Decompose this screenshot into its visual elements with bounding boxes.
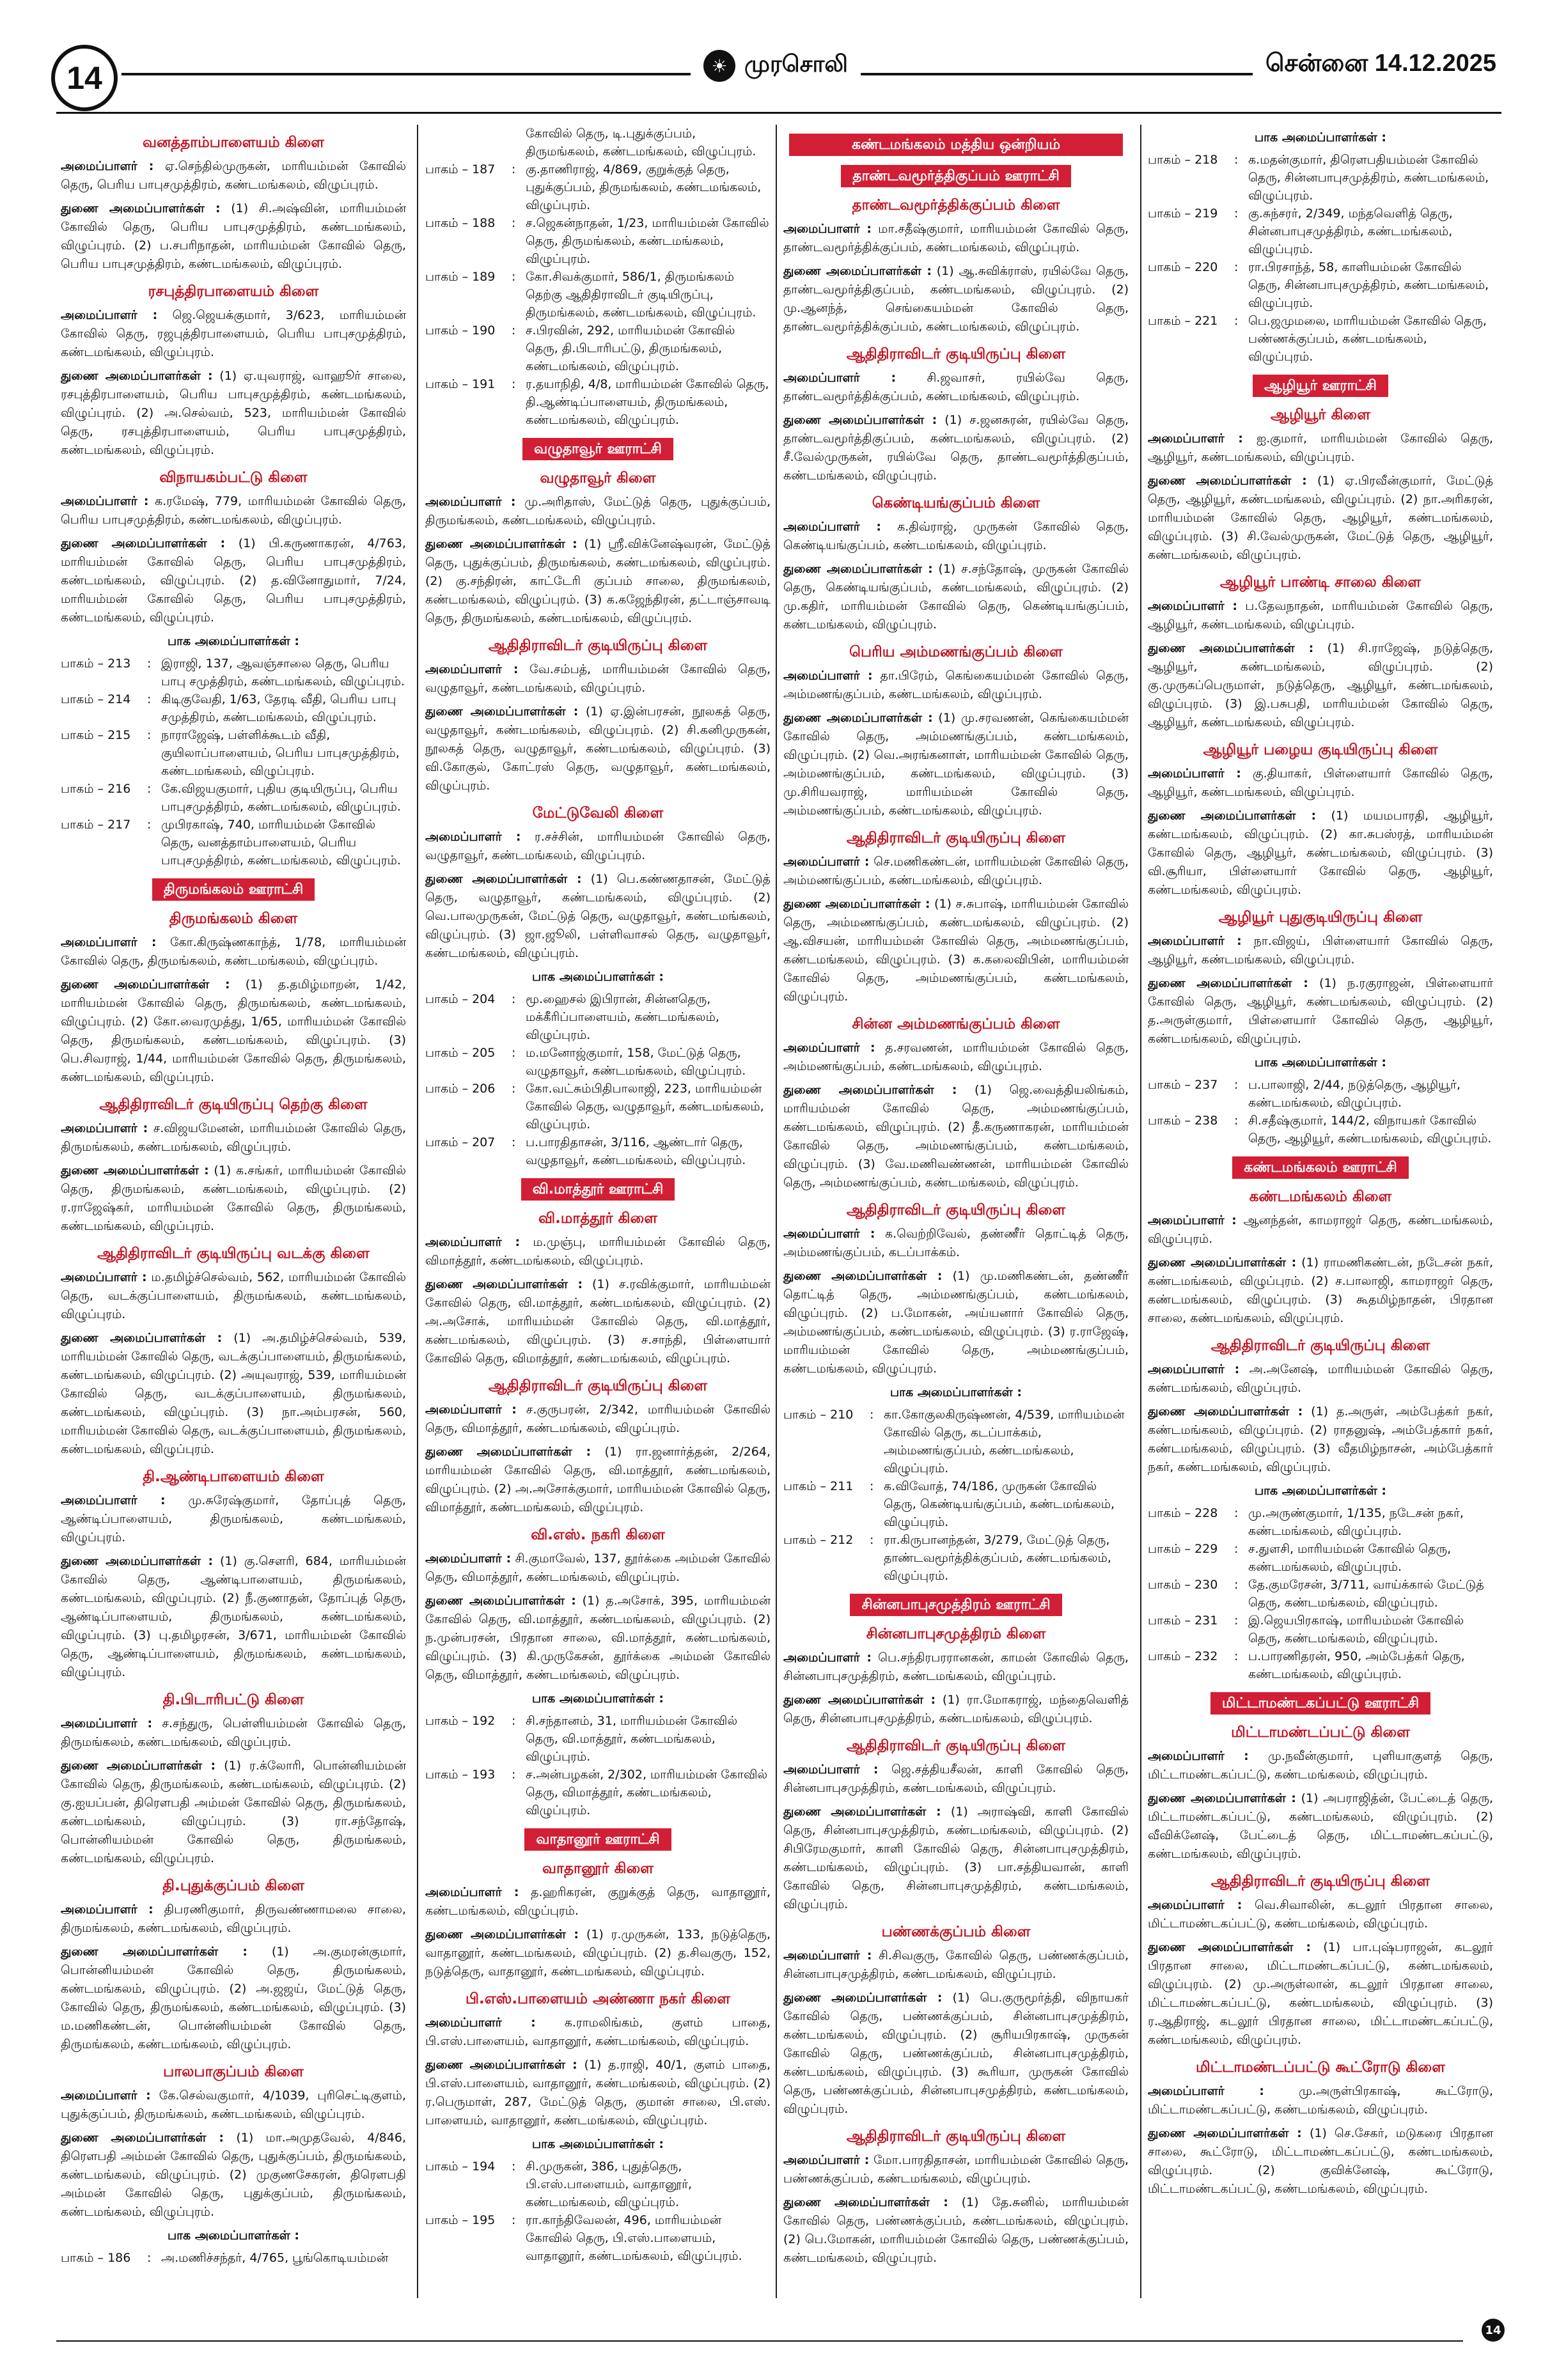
booth-table xyxy=(425,2158,771,2265)
page-number-badge: 14 xyxy=(51,45,118,111)
booth-table xyxy=(61,655,406,869)
booth-row: பாகம் – 237 : ப.பாலாஜி, 2/44, நடுத்தெரு, ஆழியூர், கண்டமங்கலம், விழுப்புரம். xyxy=(1148,1078,1461,1110)
booth-row: பாகம் – 214 : கிடிகுவேதி, 1/63, தேரடி வீதி, பெரிய பாபு சமுத்திரம், கண்டமங்கலம், விழுப்புரம். xyxy=(61,692,396,724)
organizer-entry: அமைப்பாளர் : கு.தியாகர், பிள்ளையார் கோவில் தெரு, ஆழியூர், கண்டமங்கலம், விழுப்புரம். xyxy=(1148,766,1493,799)
branch-title: வழுதாவூர் கிளை xyxy=(540,470,656,486)
booth-row: பாகம் – 186 : அ.மணிச்சந்தர், 4/765, பூங்கொடியம்மன் xyxy=(61,2251,389,2265)
booth-organizers-heading: பாக அமைப்பாளர்கள் : xyxy=(167,634,299,648)
deputy-organizers-entry: துணை அமைப்பாளர்கள் : (1) ஏ.யுவராஜ், வாஹூர் சாலை, ரசபுத்திரபாளையம், பெரிய பாபுசமுத்திரம், கண்டமங்கலம், விழுப்புரம். (2) அ.செல்வம், 523, மாரியம்மன் கோவில் தெரு, ரசபுத்திரபாளையம், பெரிய பாபுசமுத்திரம், கண்டமங்கலம், விழுப்புரம். xyxy=(61,369,406,457)
booth-table xyxy=(1148,1076,1493,1147)
organizer-entry: அமைப்பாளர் : ஜெ.ஜெயக்குமார், 3/623, மாரியம்மன் கோவில் தெரு, ரஜபுத்திரபாளையம், பெரிய பாபுசமுத்திரம், கண்டமங்கலம், விழுப்புரம். xyxy=(61,308,406,359)
booth-row: பாகம் – 210 : கா.கோகுலகிருஷ்ணன், 4/539, மாரியம்மன் கோவில் தெரு, கடப்பாக்கம், அம்மணங்குப்பம், கண்டமங்கலம், விழுப்புரம். xyxy=(783,1408,1125,1475)
deputy-organizers-entry: துணை அமைப்பாளர்கள் : (1) பெ.கண்ணதாசன், மேட்டுத் தெரு, வழுதாவூர், கண்டமங்கலம், விழுப்புரம். (2) வெ.பாலமுருகன், மேட்டுத் தெரு, வழுதாவூர், கண்டமங்கலம், விழுப்புரம். (3) ஜா.ஜூலி, பள்ளிவாசல் தெரு, வழுதாவூர், கண்டமங்கலம், விழுப்புரம். xyxy=(425,872,771,960)
panchayat-banner: மிட்டாமண்டகப்பட்டு ஊராட்சி xyxy=(1210,1692,1430,1715)
footer-page-number: 14 xyxy=(1482,2319,1505,2342)
booth-table xyxy=(425,1712,771,1819)
booth-table xyxy=(61,2249,406,2267)
booth-organizers-heading: பாக அமைப்பாளர்கள் : xyxy=(1254,1484,1386,1498)
organizer-entry: அமைப்பாளர் : க.வெற்றிவேல், தண்ணீர் தொட்டித் தெரு, அம்மணங்குப்பம், கடப்பாக்கம். xyxy=(783,1227,1129,1259)
booth-row: பாகம் – 220 : ரா.பிரசாந்த், 58, காளியம்மன் கோவில் தெரு, சின்னபாபுசமுத்திரம், கண்டமங்கலம், விழுப்புரம். xyxy=(1148,260,1489,310)
booth-row: பாகம் – 188 : ச.ஜெகன்நாதன், 1/23, மாரியம்மன் கோவில் தெரு, திருமங்கலம், கண்டமங்கலம், விழுப்புரம். xyxy=(425,216,769,266)
organizer-entry: அமைப்பாளர் : மு.அரிதாஸ், மேட்டுத் தெரு, புதுக்குப்பம், திருமங்கலம், கண்டமங்கலம், விழுப்புரம். xyxy=(425,495,771,527)
branch-title: மிட்டாமண்டப்பட்டு கிளை xyxy=(1231,1724,1410,1741)
deputy-organizers-entry: துணை அமைப்பாளர்கள் : (1) பெ.குருமூர்த்தி, விநாயகர் கோவில் தெரு, பண்ணக்குப்பம், சின்னபாபுசமுத்திரம், கண்டமங்கலம், விழுப்புரம். (2) சூரியபிரகாஷ், முருகன் கோவில் தெரு, பண்ணக்குப்பம், சின்னபாபுசமுத்திரம், கண்டமங்கலம், விழுப்புரம். (3) கூரியா, முருகன் கோவில் தெரு, பண்ணக்குப்பம், சின்னபாபுசமுத்திரம், கண்டமங்கலம், விழுப்புரம். xyxy=(783,1991,1129,2116)
booth-row: பாகம் – 229 : ச.துளசி, மாரியம்மன் கோவில் தெரு, கண்டமங்கலம், விழுப்புரம். xyxy=(1148,1542,1452,1574)
deputy-organizers-entry: துணை அமைப்பாளர்கள் : (1) ரா.ஜனார்த்தன், 2/264, மாரியம்மன் கோவில் தெரு, வி.மாத்தூர், கண்டமங்கலம், விழுப்புரம். (2) அ.அசோக்குமார், மாரியம்மன் கோவில் தெரு, விமாத்தூர், கண்டமங்கலம், விழுப்புரம். xyxy=(425,1445,771,1514)
organizer-entry: அமைப்பாளர் : மா.சதீஷ்குமார், மாரியம்மன் கோவில் தெரு, தாண்டவமூர்த்திக்குப்பம், கண்டமங்கலம், விழுப்புரம். xyxy=(783,222,1129,254)
deputy-organizers-entry: துணை அமைப்பாளர்கள் : (1) ச.ஜனசுரன், ரயில்வே தெரு, தாண்டவமூர்த்திகுப்பம், கண்டமங்கலம், விழுப்புரம். (2) சீ.வேல்முருகன், ரயில்வே தெரு, தாண்டவமூர்த்திகுப்பம், கண்டமங்கலம், விழுப்புரம். xyxy=(783,413,1129,483)
branch-title: பெரிய அம்மணங்குப்பம் கிளை xyxy=(849,644,1063,660)
branch-title: ஆதிதிராவிடர் குடியிருப்பு கிளை xyxy=(846,2128,1066,2145)
booth-organizers-heading: பாக அமைப்பாளர்கள் : xyxy=(1254,1055,1386,1069)
booth-row: பாகம் – 231 : இ.ஜெயபிரகாஷ், மாரியம்மன் கோவில் தெரு, கண்டமங்கலம், விழுப்புரம். xyxy=(1148,1614,1464,1645)
branch-title: தி.பிடாரிபட்டு கிளை xyxy=(162,1692,304,1708)
organizer-entry: அமைப்பாளர் : ப.தேவநாதன், மாரியம்மன் கோவில் தெரு, ஆழியூர், கண்டமங்கலம், விழுப்புரம். xyxy=(1148,599,1493,632)
deputy-organizers-entry: துணை அமைப்பாளர்கள் : (1) அ.குமரன்குமார், பொன்னியம்மன் கோவில் தெரு, திருமங்கலம், கண்டமங்கலம், விழுப்புரம். (2) அ.ஜஜய், மேட்டுத் தெரு, கோவில் தெரு, திருமங்கலம், கண்டமங்கலம், விழுப்புரம். (3) ம.மணிகண்டன், பொன்னியம்மன் கோவில் தெரு, திருமங்கலம், கண்டமங்கலம், விழுப்புரம். xyxy=(61,1945,406,2051)
branch-title: ஆதிதிராவிடர் குடியிருப்பு வடக்கு கிளை xyxy=(97,1245,370,1262)
booth-table xyxy=(425,125,771,429)
booth-row: பாகம் – 212 : ரா.கிருபானந்தன், 3/279, மேட்டுத் தெரு, தாண்டவமூர்த்திக்குப்பம், கண்டமங்கலம், விழுப்புரம். xyxy=(783,1533,1111,1583)
union-banner: கண்டமங்கலம் மத்திய ஒன்றியம் xyxy=(789,134,1123,156)
booth-organizers-heading: பாக அமைப்பாளர்கள் : xyxy=(531,970,664,984)
deputy-organizers-entry: துணை அமைப்பாளர்கள் : (1) மா.அமுதவேல், 4/846, திரௌபதி அம்மன் கோவில் தெரு, புதுக்குப்பம், திருமங்கலம், கண்டமங்கலம், விழுப்புரம். (2) முகுணசேகரன், திரௌபதி அம்மன் கோவில் தெரு, புதுக்குப்பம், திருமங்கலம், கண்டமங்கலம், விழுப்புரம். xyxy=(61,2131,406,2219)
deputy-organizers-entry: துணை அமைப்பாளர்கள் : (1) த.அசோக், 395, மாரியம்மன் கோவில் தெரு, வி.மாத்தூர், கண்டமங்கலம், விழுப்புரம். (2) ந.முன்பரசன், பிரதான சாலை, வி.மாத்தூர், கண்டமங்கலம், விழுப்புரம். (3) கி.முருகேசன், தூர்க்கை அம்மன் கோவில் தெரு, விமாத்தூர், கண்டமங்கலம், விழுப்புரம். xyxy=(425,1594,771,1682)
deputy-organizers-entry: துணை அமைப்பாளர்கள் : (1) மு.சரவணன், கெங்கையம்மன் கோவில் தெரு, அம்மணங்குப்பம், கண்டமங்கலம், விழுப்புரம். (2) வெ.அரங்கனாள், மாரியம்மன் கோவில் தெரு, அம்மணங்குப்பம், கண்டமங்கலம், விழுப்புரம். (3) மு.சிரியவராஜ், மாரியம்மன் கோவில் தெரு, அம்மணங்குப்பம், கண்டமங்கலம், விழுப்புரம். xyxy=(783,711,1129,818)
organizer-entry: அமைப்பாளர் : ச.குருபரன், 2/342, மாரியம்மன் கோவில் தெரு, விமாத்தூர், கண்டமங்கலம், விழுப்புரம். xyxy=(425,1403,771,1435)
booth-row: பாகம் – 206 : கோ.வட்சும்பிதிபாலாஜி, 223, மாரியம்மன் கோவில் தெரு, வழுதாவூர், கண்டமங்கலம், விழுப்புரம். xyxy=(425,1082,764,1132)
panchayat-banner: வி.மாத்தூர் ஊராட்சி xyxy=(521,1178,675,1201)
deputy-organizers-entry: துணை அமைப்பாளர்கள் : (1) ஏ.இன்பரசன், நூலகத் தெரு, வழுதாவூர், கண்டமங்கலம், விழுப்புரம். (2) சி.கனிமுருகன், நூலகத் தெரு, வழுதாவூர், கண்டமங்கலம், விழுப்புரம். (3) வி.கோகுல், கோட்ரஸ் தெரு, வழுதாவூர், கண்டமங்கலம், விழுப்புரம். xyxy=(425,704,771,793)
deputy-organizers-entry: துணை அமைப்பாளர்கள் : (1) த.ராஜி, 40/1, குளம் பாதை, பி.எஸ்.பாளையம், வாதானூர், கண்டமங்கலம், விழுப்புரம். (2) ர.பெருமாள், 287, மேட்டுத் தெரு, குமான் சாலை, பி.எஸ். பாளையம், வாதானூர், கண்டமங்கலம், விழுப்புரம். xyxy=(425,2058,771,2127)
booth-row: பாகம் – 216 : கே.விஜயகுமார், புதிய குடியிருப்பு, பெரிய பாபுசமுத்திரம், கண்டமங்கலம், விழுப்புரம். xyxy=(61,782,401,814)
deputy-organizers-entry: துணை அமைப்பாளர்கள் : (1) தே.சுனில், மாரியம்மன் கோவில் தெரு, பண்ணக்குப்பம், கண்டமங்கலம், விழுப்புரம். (2) பெ.மோகன், மாரியம்மன் கோவில் தெரு, பண்ணக்குப்பம், கண்டமங்கலம், விழுப்புரம். xyxy=(783,2195,1129,2265)
column-divider xyxy=(776,125,777,2298)
organizer-entry: அமைப்பாளர் : பெ.சந்திரபரரானகன், காமன் கோவில் தெரு, சின்னபாபுசமுத்திரம், கண்டமங்கலம், விழுப்புரம். xyxy=(783,1651,1129,1683)
panchayat-banner: திருமங்கலம் ஊராட்சி xyxy=(152,878,315,901)
deputy-organizers-entry: துணை அமைப்பாளர்கள் : (1) ஏ.பிரவீன்குமார், மேட்டுத் தெரு, ஆழியூர், கண்டமங்கலம், விழுப்புரம். (2) நா.அரிகரன், மாரியம்மன் கோவில் தெரு, ஆழியூர், கண்டமங்கலம், விழுப்புரம். (3) சி.வேல்முருகன், மேட்டுத் தெரு, ஆழியூர், கண்டமங்கலம், விழுப்புரம். xyxy=(1148,474,1493,562)
branch-title: ஆதிதிராவிடர் குடியிருப்பு கிளை xyxy=(846,346,1066,362)
panchayat-banner: வாதானூர் ஊராட்சி xyxy=(524,1828,671,1851)
organizer-entry: அமைப்பாளர் : ஜெ.சத்தியசீலன், காளி கோவில் தெரு, சின்னபாபுசமுத்திரம், கண்டமங்கலம், விழுப்புரம். xyxy=(783,1762,1129,1795)
organizer-entry: அமைப்பாளர் : மு.சுரேஷ்குமார், தோப்புத் தெரு, ஆண்டிப்பாளையம், திருமங்கலம், கண்டமங்கலம், விழுப்புரம். xyxy=(61,1493,406,1544)
booth-row: பாகம் – 192 : சி.சந்தானம், 31, மாரியம்மன் கோவில் தெரு, வி.மாத்தூர், கண்டமங்கலம், விழுப்புரம். xyxy=(425,1714,738,1764)
organizer-entry: அமைப்பாளர் : தா.பிரேம், கெங்கையம்மன் கோவில் தெரு, அம்மணங்குப்பம், கண்டமங்கலம், விழுப்புரம். xyxy=(783,669,1129,701)
organizer-entry: அமைப்பாளர் : மு.அருள்பிரகாஷ், கூட்ரோடு, மிட்டாமண்டகப்பட்டு, கண்டமங்கலம், விழுப்புரம். xyxy=(1148,2084,1493,2117)
booth-table xyxy=(425,990,771,1169)
branch-title: சின்ன அம்மணங்குப்பம் கிளை xyxy=(852,1016,1060,1032)
panchayat-banner: ஆழியூர் ஊராட்சி xyxy=(1253,375,1388,397)
column-4 xyxy=(1148,125,1493,2298)
booth-row: பாகம் – 195 : ரா.காந்திவேலன், 496, மாரியம்மன் கோவில் தெரு, பி.எஸ்.பாளையம், வாதானூர், கண்டமங்கலம், விழுப்புரம். xyxy=(425,2213,742,2263)
booth-row: பாகம் – 191 : ர.தயாநிதி, 4/8, மாரியம்மன் கோவில் தெரு, தி.ஆண்டிப்பாளையம், திருமங்கலம், கண்டமங்கலம், விழுப்புரம். xyxy=(425,377,769,427)
dateline: சென்னை 14.12.2025 xyxy=(1253,50,1496,81)
organizer-entry: அமைப்பாளர் : ஆனந்தன், காமராஜர் தெரு, கண்டமங்கலம், விழுப்புரம். xyxy=(1148,1213,1493,1246)
organizer-entry: அமைப்பாளர் : ம.முஞ்பு, மாரியம்மன் கோவில் தெரு, விமாத்தூர், கண்டமங்கலம், விழுப்புரம். xyxy=(425,1235,771,1268)
booth-row: பாகம் – 217 : முபிரகாஷ், 740, மாரியம்மன் கோவில் தெரு, வனத்தாம்பாளையம், பெரிய பாபுசமுத்திரம், கண்டமங்கலம், விழுப்புரம். xyxy=(61,818,401,867)
branch-title: பி.எஸ்.பாளையம் அண்ணா நகர் கிளை xyxy=(466,1991,730,2007)
deputy-organizers-entry: துணை அமைப்பாளர்கள் : (1) த.தமிழ்மாறன், 1/42, மாரியம்மன் கோவில் தெரு, திருமங்கலம், கண்டமங்கலம், விழுப்புரம். (2) கோ.வைரமுத்து, 1/65, மாரியம்மன் கோவில் தெரு, திருமங்கலம், கண்டமங்கலம், விழுப்புரம். (3) பெ.சிவராஜ், 1/44, மாரியம்மன் கோவில் தெரு, திருமங்கலம், கண்டமங்கலம், விழுப்புரம். xyxy=(61,977,406,1084)
booth-table xyxy=(1148,151,1493,366)
organizer-entry: அமைப்பாளர் : செ.மணிகண்டன், மாரியம்மன் கோவில் தெரு, அம்மணங்குப்பம், கண்டமங்கலம், விழுப்புரம். xyxy=(783,855,1129,887)
branch-title: கண்டமங்கலம் கிளை xyxy=(1249,1188,1392,1205)
organizer-entry: அமைப்பாளர் : திபரணிகுமார், திருவண்ணாமலை சாலை, திருமங்கலம், கண்டமங்கலம், விழுப்புரம். xyxy=(61,1902,406,1935)
panchayat-banner: கண்டமங்கலம் ஊராட்சி xyxy=(1232,1156,1409,1179)
branch-title: வி.எஸ். நகரி கிளை xyxy=(531,1527,665,1543)
organizer-entry: அமைப்பாளர் : ச.சந்துரு, பெள்ளியம்மன் கோவில் தெரு, திருமங்கலம், கண்டமங்கலம், விழுப்புரம். xyxy=(61,1716,406,1749)
booth-organizers-heading: பாக அமைப்பாளர்கள் : xyxy=(889,1385,1022,1399)
booth-row: பாகம் – 213 : இராஜி, 137, ஆவஞ்சாலை தெரு, பெரிய பாபு சமுத்திரம், கண்டமங்கலம், விழுப்புரம். xyxy=(61,657,405,688)
branch-title: கெண்டியங்குப்பம் கிளை xyxy=(872,495,1040,511)
organizer-entry: அமைப்பாளர் : ஐ.குமார், மாரியம்மன் கோவில் தெரு, ஆழியூர், கண்டமங்கலம், விழுப்புரம். xyxy=(1148,432,1493,464)
branch-title: ஆழியூர் பழைய குடியிருப்பு கிளை xyxy=(1203,742,1438,758)
panchayat-banner: சின்னபாபுசமுத்திரம் ஊராட்சி xyxy=(850,1594,1061,1616)
booth-organizers-heading: பாக அமைப்பாளர்கள் : xyxy=(531,1692,664,1706)
branch-title: ஆழியூர் கிளை xyxy=(1271,407,1370,423)
branch-title: பண்ணக்குப்பம் கிளை xyxy=(881,1924,1031,1940)
booth-row: பாகம் – 190 : ச.பிரவின், 292, மாரியம்மன் கோவில் தெரு, தி.பிடாரிபட்டு, திருமங்கலம், கண்டமங்கலம், விழுப்புரம். xyxy=(425,323,735,373)
booth-table xyxy=(1148,1504,1493,1683)
organizer-entry: அமைப்பாளர் : மு.நவீன்குமார், புளியாகுளத் தெரு, மிட்டாமண்டகப்பட்டு, கண்டமங்கலம், விழுப்புரம். xyxy=(1148,1749,1493,1782)
branch-title: தி.ஆண்டிபாளையம் கிளை xyxy=(143,1468,324,1485)
branch-title: ஆதிதிராவிடர் குடியிருப்பு கிளை xyxy=(1210,1873,1430,1890)
organizer-entry: அமைப்பாளர் : வே.சம்பத், மாரியம்மன் கோவில் தெரு, வழுதாவூர், கண்டமங்கலம், விழுப்புரம். xyxy=(425,662,771,695)
deputy-organizers-entry: துணை அமைப்பாளர்கள் : (1) ராமணிகண்டன், நடேசன் நகர், கண்டமங்கலம், விழுப்புரம். (2) ச.பாலாஜி, காமராஜர் தெரு, கண்டமங்கலம், விழுப்புரம். (3) கூதமிழ்நாதன், பிரதான சாலை, கண்டமங்கலம், விழுப்புரம். xyxy=(1148,1256,1493,1325)
branch-title: ஆதிதிராவிடர் குடியிருப்பு தெற்கு கிளை xyxy=(99,1096,368,1113)
deputy-organizers-entry: துணை அமைப்பாளர்கள் : (1) ஜெ.வைத்தியலிங்கம், மாரியம்மன் கோவில் தெரு, அம்மணங்குப்பம், கண்டமங்கலம், விழுப்புரம். (2) தீ.கருணாகரன், மாரியம்மன் கோவில் தெரு, அம்மணங்குப்பம், கண்டமங்கலம், விழுப்புரம். (3) வே.மணிவண்ணன், மாரியம்மன் கோவில் தெரு, அம்மணங்குப்பம், கண்டமங்கலம், விழுப்புரம். xyxy=(783,1083,1129,1190)
masthead xyxy=(51,45,1496,115)
booth-row: பாகம் – 238 : சி.சதீஷ்குமார், 144/2, விநாயகர் கோவில் தெரு, ஆழியூர், கண்டமங்கலம், விழுப்புரம். xyxy=(1148,1114,1492,1146)
organizer-entry: அமைப்பாளர் : க.திவ்ராஜ், முருகன் கோவில் தெரு, கெண்டியங்குப்பம், கண்டமங்கலம், விழுப்புரம். xyxy=(783,520,1129,552)
booth-row: பாகம் – 187 : கு.தாணிராஜ், 4/869, குறுக்குத் தெரு, புதுக்குப்பம், திருமங்கலம், கண்டமங்கலம், விழுப்புரம். xyxy=(425,162,762,212)
organizer-entry: அமைப்பாளர் : அ.அனேஷ், மாரியம்மன் கோவில் தெரு, கண்டமங்கலம், விழுப்புரம். xyxy=(1148,1362,1493,1395)
branch-title: ஆழியூர் புதுகுடியிருப்பு கிளை xyxy=(1218,909,1423,926)
newspaper-name: முரசொலி xyxy=(744,51,848,77)
deputy-organizers-entry: துணை அமைப்பாளர்கள் : (1) சி.அஷ்வின், மாரியம்மன் கோவில் தெரு, பெரிய பாபுசமுத்திரம், கண்டமங்கலம், விழுப்புரம். (2) ப.சபரிநாதன், மாரியம்மன் கோவில் தெரு, பெரிய பாபுசமுத்திரம், கண்டமங்கலம், விழுப்புரம். xyxy=(61,201,406,271)
column-1 xyxy=(61,125,406,2298)
deputy-organizers-entry: துணை அமைப்பாளர்கள் : (1) க.சங்கர், மாரியம்மன் கோவில் தெரு, திருமங்கலம், கண்டமங்கலம், விழுப்புரம். (2) ர.ராஜேஷ்கர், மாரியம்மன் கோவில் தெரு, திருமங்கலம், கண்டமங்கலம், விழுப்புரம். xyxy=(61,1163,406,1233)
organizer-entry: அமைப்பாளர் : மோ.பாரதிதாசன், மாரியம்மன் கோவில் தெரு, பண்ணக்குப்பம், கண்டமங்கலம், விழுப்புரம். xyxy=(783,2153,1129,2186)
booth-organizers-heading: பாக அமைப்பாளர்கள் : xyxy=(1254,130,1386,144)
booth-row: பாகம் – 207 : ப.பாரதிதாசன், 3/116, ஆண்டார் தெரு, வழுதாவூர், கண்டமங்கலம், விழுப்புரம். xyxy=(425,1135,746,1167)
organizer-entry: அமைப்பாளர் : கே.செல்வகுமார், 4/1039, புரிசெட்டிகுளம், புதுக்குப்பம், திருமங்கலம், கண்டமங்கலம், விழுப்புரம். xyxy=(61,2088,406,2121)
branch-title: ஆதிதிராவிடர் குடியிருப்பு கிளை xyxy=(1210,1337,1430,1354)
deputy-organizers-entry: துணை அமைப்பாளர்கள் : (1) மயமபாரதி, ஆழியூர், கண்டமங்கலம், விழுப்புரம். (2) கா.சுபஸ்ரத், மாரியம்மன் கோவில் தெரு, ஆழியூர், கண்டமங்கலம், விழுப்புரம். (3) வி.சூரியா, பிள்ளையார் கோவில் தெரு, ஆழியூர், கண்டமங்கலம், விழுப்புரம். xyxy=(1148,809,1493,897)
organizer-entry: அமைப்பாளர் : ம.தமிழ்ச்செல்வம், 562, மாரியம்மன் கோவில் தெரு, வடக்குப்பாளையம், திருமங்கலம், கண்டமங்கலம், விழுப்புரம். xyxy=(61,1270,406,1321)
branch-title: ஆதிதிராவிடர் குடியிருப்பு கிளை xyxy=(846,1202,1066,1218)
deputy-organizers-entry: துணை அமைப்பாளர்கள் : (1) கு.செளரி, 684, மாரியம்மன் கோவில் தெரு, ஆண்டிபாளையம், திருமங்கலம், கண்டமங்கலம், விழுப்புரம். (2) நீ.குணாதன், தோப்புத் தெரு, ஆண்டிப்பாளையம், திருமங்கலம், கண்டமங்கலம், விழுப்புரம். (3) பு.தமிழரசன், 3/671, மாரியம்மன் கோவில் தெரு, ஆண்டிப்பாளையம், திருமங்கலம், கண்டமங்கலம், விழுப்புரம். xyxy=(61,1554,406,1679)
deputy-organizers-entry: துணை அமைப்பாளர்கள் : (1) பா.புஷ்பராஜன், கடலூர் பிரதான சாலை, மிட்டாமண்டகப்பட்டு, கண்டமங்கலம், விழுப்புரம். (2) மு.அருள்லான், கடலூர் பிரதான சாலை, மிட்டாமண்டகப்பட்டு, கண்டமங்கலம், விழுப்புரம். (3) ர.ஆதிராஜ், கடலூர் பிரதான சாலை, மிட்டாமண்டகப்பட்டு, கண்டமங்கலம், விழுப்புரம். xyxy=(1148,1940,1493,2047)
booth-organizers-heading: பாக அமைப்பாளர்கள் : xyxy=(531,2137,664,2151)
column-divider xyxy=(417,125,418,2298)
deputy-organizers-entry: துணை அமைப்பாளர்கள் : (1) மு.மணிகண்டன், தண்ணீர் தொட்டித் தெரு, அம்மணங்குப்பம், கண்டமங்கலம், விழுப்புரம். (2) ப.மோகன், அய்யனார் கோவில் தெரு, அம்மணங்குப்பம், கண்டமங்கலம், விழுப்புரம். (3) ர.ராஜேஷ், மாரியம்மன் கோவில் தெரு, அம்மணங்குப்பம், கண்டமங்கலம், விழுப்புரம். xyxy=(783,1269,1129,1376)
organizer-entry: அமைப்பாளர் : கோ.கிருஷ்ணகாந்த், 1/78, மாரியம்மன் கோவில் தெரு, திருமங்கலம், கண்டமங்கலம், விழுப்புரம். xyxy=(61,935,406,968)
booth-row: பாகம் – 218 : க.மதன்குமார், திரௌபதியம்மன் கோவில் தெரு, சின்னபாபுசமுத்திரம், கண்டமங்கலம், விழுப்புரம். xyxy=(1148,153,1489,203)
branch-title: ஆதிதிராவிடர் குடியிருப்பு கிளை xyxy=(488,637,708,654)
deputy-organizers-entry: துணை அமைப்பாளர்கள் : (1) அபராஜித்ன், பேட்டைத் தெரு, மிட்டாமண்டகப்பட்டு, கண்டமங்கலம், விழுப்புரம். (2) வீவிக்னேஷ், பேட்டைத் தெரு, மிட்டாமண்டகப்பட்டு, கண்டமங்கலம், விழுப்புரம். xyxy=(1148,1791,1493,1861)
column-3 xyxy=(783,125,1129,2298)
branch-title: திருமங்கலம் கிளை xyxy=(169,910,298,927)
deputy-organizers-entry: துணை அமைப்பாளர்கள் : (1) செ.சேகர், மடுகரை பிரதான சாலை, கூட்ரோடு, மிட்டாமண்டகப்பட்டு, கண்டமங்கலம், விழுப்புரம். (2) குவிக்னேஷ், கூட்ரோடு, மிட்டாமண்டகப்பட்டு, கண்டமங்கலம், விழுப்புரம். xyxy=(1148,2126,1493,2196)
column-divider xyxy=(1140,125,1141,2298)
booth-row: பாகம் – 193 : ச.அன்பழகன், 2/302, மாரியம்மன் கோவில் தெரு, விமாத்தூர், கண்டமங்கலம், விழுப்புரம். xyxy=(425,1768,768,1817)
deputy-organizers-entry: துணை அமைப்பாளர்கள் : (1) ர.முருகன், 133, நடுத்தெரு, வாதானூர், கண்டமங்கலம், விழுப்புரம். (2) த.சிவகுரு, 152, நடுத்தெரு, வாதானூர், கண்டமங்கலம், விழுப்புரம். xyxy=(425,1927,771,1979)
booth-row: பாகம் – 228 : மு.அருண்குமார், 1/135, நடேசன் நகர், கண்டமங்கலம், விழுப்புரம். xyxy=(1148,1506,1464,1538)
branch-title: பாலபாகுப்பம் கிளை xyxy=(163,2064,304,2080)
organizer-entry: அமைப்பாளர் : த.ஹரிகரன், குறுக்குத் தெரு, வாதானூர், கண்டமங்கலம், விழுப்புரம். xyxy=(425,1885,771,1918)
organizer-entry: அமைப்பாளர் : சி.குமாவேல், 137, தூர்க்கை அம்மன் கோவில் தெரு, விமாத்தூர், கண்டமங்கலம், விழுப்புரம். xyxy=(425,1552,771,1584)
branch-title: ஆதிதிராவிடர் குடியிருப்பு கிளை xyxy=(846,830,1066,846)
organizer-entry: அமைப்பாளர் : சி.சிவகுரு, கோவில் தெரு, பண்ணக்குப்பம், சின்னபாபுசமுத்திரம், கண்டமங்கலம், விழுப்புரம். xyxy=(783,1948,1129,1981)
deputy-organizers-entry: துணை அமைப்பாளர்கள் : (1) ச.சந்தோஷ், முருகன் கோவில் தெரு, கெண்டியங்குப்பம், கண்டமங்கலம், விழுப்புரம். (2) மு.கதிர், மாரியம்மன் கோவில் தெரு, கெண்டியங்குப்பம், கண்டமங்கலம், விழுப்புரம். xyxy=(783,562,1129,632)
booth-row: பாகம் – 215 : நாராஜேஷ், பள்ளிக்கூடம் வீதி, குயிலாப்பாளையம், பெரிய பாபுசமுத்திரம், கண்டமங்கலம், விழுப்புரம். xyxy=(61,728,400,778)
deputy-organizers-entry: துணை அமைப்பாளர்கள் : (1) சி.ராஜேஷ், நடுத்தெரு, ஆழியூர், கண்டமங்கலம், விழுப்புரம். (2) கு.முருகப்பெருமாள், நடுத்தெரு, ஆழியூர், கண்டமங்கலம், விழுப்புரம். (3) இ.பசுபதி, மாரியம்மன் கோவில் தெரு, ஆழியூர், கண்டமங்கலம், விழுப்புரம். xyxy=(1148,641,1493,729)
branch-title: வாதானூர் கிளை xyxy=(542,1860,654,1877)
sun-emblem-icon: ☀ xyxy=(703,50,735,82)
branch-title: விநாயகம்பட்டு கிளை xyxy=(159,469,308,486)
organizer-entry: அமைப்பாளர் : ர.சச்சின், மாரியம்மன் கோவில் தெரு, வழுதாவூர், கண்டமங்கலம், விழுப்புரம். xyxy=(425,830,771,862)
booth-row: பாகம் – 194 : சி.முருகன், 386, புதுத்தெரு, பி.எஸ்.பாளையம், வாதானூர், கண்டமங்கலம், விழுப்புரம். xyxy=(425,2159,693,2209)
organizer-entry: அமைப்பாளர் : த.சரவணன், மாரியம்மன் கோவில் தெரு, அம்மணங்குப்பம், கண்டமங்கலம், விழுப்புரம். xyxy=(783,1041,1129,1073)
booth-row: பாகம் – 221 : பெ.ஜமுமலை, மாரியம்மன் கோவில் தெரு, பண்ணக்குப்பம், கண்டமங்கலம், விழுப்புரம். xyxy=(1148,314,1487,364)
organizer-entry: அமைப்பாளர் : வெ.சிவாலின், கடலூர் பிரதான சாலை, மிட்டாமண்டகப்பட்டு, கண்டமங்கலம், விழுப்புரம். xyxy=(1148,1898,1493,1931)
organizer-entry: அமைப்பாளர் : க.ரமேஷ், 779, மாரியம்மன் கோவில் தெரு, பெரிய பாபுசமுத்திரம், கண்டமங்கலம், விழுப்புரம். xyxy=(61,494,406,527)
booth-row: பாகம் – 204 : மூ.ஹைசல் இபிரான், சின்னதெரு, மக்கீரிப்பாளையம், கண்டமங்கலம், விழுப்புரம். xyxy=(425,992,719,1042)
branch-title: சின்னபாபுசமுத்திரம் கிளை xyxy=(866,1626,1046,1642)
organizer-entry: அமைப்பாளர் : க.ராமலிங்கம், குளம் பாதை, பி.எஸ்.பாளையம், வாதானூர், கண்டமங்கலம், விழுப்புரம். xyxy=(425,2016,771,2048)
organizer-entry: அமைப்பாளர் : சி.ஜவாசர், ரயில்வே தெரு, தாண்டவமூர்த்திக்குப்பம், கண்டமங்கலம், விழுப்புரம். xyxy=(783,371,1129,403)
booth-row: பாகம் – 189 : கோ.சிவக்குமார், 586/1, திருமங்கலம் தெற்கு ஆதிதிராவிடர் குடியிருப்பு, திருமங்கலம், கண்டமங்கலம், விழுப்புரம். xyxy=(425,270,756,320)
branch-title: ஆழியூர் பாண்டி சாலை கிளை xyxy=(1219,574,1422,591)
booth-row: கோவில் தெரு, டி.புதுக்குப்பம், திருமங்கலம், கண்டமங்கலம், விழுப்புரம். xyxy=(526,127,756,159)
deputy-organizers-entry: துணை அமைப்பாளர்கள் : (1) பி.கருணாகரன், 4/763, மாரியம்மன் கோவில் தெரு, பெரிய பாபுசமுத்திரம், கண்டமங்கலம், விழுப்புரம். (2) த.வினோதுமார், 7/24, மாரியம்மன் கோவில் தெரு, பெரிய பாபுசமுத்திரம், கண்டமங்கலம், விழுப்புரம். xyxy=(61,536,406,625)
column-2 xyxy=(425,125,771,2298)
deputy-organizers-entry: துணை அமைப்பாளர்கள் : (1) அராஷ்வி, காளி கோவில் தெரு, சின்னபாபுசமுத்திரம், கண்டமங்கலம், விழுப்புரம். (2) சிபிரேமகுமார், காளி கோவில் தெரு, சின்னபாபுசமுத்திரம், கண்டமங்கலம், விழுப்புரம். (3) பா.சத்தியவான், காளி கோவில் தெரு, சின்னபாபுசமுத்திரம், கண்டமங்கலம், விழுப்புரம். xyxy=(783,1805,1129,1911)
booth-row: பாகம் – 205 : ம.மனோஜ்குமார், 158, மேட்டுத் தெரு, வழுதாவூர், கண்டமங்கலம், விழுப்புரம். xyxy=(425,1046,746,1078)
branch-title: ஆதிதிராவிடர் குடியிருப்பு கிளை xyxy=(846,1738,1066,1754)
deputy-organizers-entry: துணை அமைப்பாளர்கள் : (1) ர.க்லோரி, பொன்னியம்மன் கோவில் தெரு, திருமங்கலம், கண்டமங்கலம், விழுப்புரம். (2) கு.ஐயப்பன், திரௌபதி அம்மன் கோவில் தெரு, திருமங்கலம், கண்டமங்கலம், விழுப்புரம். (3) ரா.சந்தோஷ், பொன்னியம்மன் கோவில் தெரு, திருமங்கலம், கண்டமங்கலம், விழுப்புரம். xyxy=(61,1759,406,1865)
booth-organizers-heading: பாக அமைப்பாளர்கள் : xyxy=(167,2228,299,2243)
booth-table xyxy=(783,1406,1129,1585)
deputy-organizers-entry: துணை அமைப்பாளர்கள் : (1) ச.சுபாஷ், மாரியம்மன் கோவில் தெரு, அம்மணங்குப்பம், கண்டமங்கலம், விழுப்புரம். (2) ஆ.விசயன், மாரியம்மன் கோவில் தெரு, அம்மணங்குப்பம், கண்டமங்கலம், விழுப்புரம். (3) க.கலைவிபின், மாரியம்மன் கோவில் தெரு, அம்மணங்குப்பம், கண்டமங்கலம், விழுப்புரம். xyxy=(783,897,1129,1004)
deputy-organizers-entry: துணை அமைப்பாளர்கள் : (1) ஸ்ரீ.விக்னேஷ்வரன், மேட்டுத் தெரு, புதுக்குப்பம், திருமங்கலம், கண்டமங்கலம், விழுப்புரம். (2) கு.சந்திரன், காட்டேரி குப்பம் சாலை, திருமங்கலம், கண்டமங்கலம், விழுப்புரம். (3) க.கஜேந்திரன், தட்டாஞ்சாவடி தெரு, திருமங்கலம், கண்டமங்கலம், விழுப்புரம். xyxy=(425,537,771,625)
deputy-organizers-entry: துணை அமைப்பாளர்கள் : (1) ச.ரவிக்குமார், மாரியம்மன் கோவில் தெரு, வி.மாத்தூர், கண்டமங்கலம், விழுப்புரம். (2) அ.அசோக், மாரியம்மன் கோவில் தெரு, வி.மாத்தூர், கண்டமங்கலம், விழுப்புரம். (3) ச.சாந்தி, பிள்ளையார் கோவில் தெரு, விமாத்தூர், கண்டமங்கலம், விழுப்புரம். xyxy=(425,1277,771,1365)
deputy-organizers-entry: துணை அமைப்பாளர்கள் : (1) அ.தமிழ்ச்செல்வம், 539, மாரியம்மன் கோவில் தெரு, வடக்குப்பாளையம், திருமங்கலம், கண்டமங்கலம், விழுப்புரம். (2) அயுவராஜ், 539, மாரியம்மன் கோவில் தெரு, வடக்குப்பாளையம், திருமங்கலம், கண்டமங்கலம், விழுப்புரம். (3) நா.அம்பரசன், 560, மாரியம்மன் கோவில் தெரு, வடக்குப்பாளையம், திருமங்கலம், கண்டமங்கலம், விழுப்புரம். xyxy=(61,1331,406,1456)
branch-title: ஆதிதிராவிடர் குடியிருப்பு கிளை xyxy=(488,1378,708,1394)
panchayat-banner: தாண்டவமூர்த்திகுப்பம் ஊராட்சி xyxy=(841,165,1070,187)
deputy-organizers-entry: துணை அமைப்பாளர்கள் : (1) ந.ரகுராஜன், பிள்ளையார் கோவில் தெரு, ஆழியூர், கண்டமங்கலம், விழுப்புரம். (2) த.அருள்குமார், பிள்ளையார் கோவில் தெரு, ஆழியூர், கண்டமங்கலம், விழுப்புரம். xyxy=(1148,976,1493,1046)
deputy-organizers-entry: துணை அமைப்பாளர்கள் : (1) ரா.மோகராஜ், மந்தைவெளித் தெரு, சின்னபாபுசமுத்திரம், கண்டமங்கலம், விழுப்புரம். xyxy=(783,1693,1129,1725)
branch-title: தி.புதுக்குப்பம் கிளை xyxy=(162,1878,304,1894)
booth-row: பாகம் – 211 : க.விவோத், 74/186, முருகன் கோவில் தெரு, கெண்டியங்குப்பம், கண்டமங்கலம், விழுப்புரம். xyxy=(783,1479,1115,1529)
branch-title: வி.மாத்தூர் கிளை xyxy=(538,1210,658,1227)
organizer-entry: அமைப்பாளர் : நா.விஜய், பிள்ளையார் கோவில் தெரு, ஆழியூர், கண்டமங்கலம், விழுப்புரம். xyxy=(1148,934,1493,967)
branch-title: மேட்டுவேலி கிளை xyxy=(532,805,664,821)
branch-title: மிட்டாமண்டப்பட்டு கூட்ரோடு கிளை xyxy=(1196,2059,1445,2076)
masthead-logo xyxy=(691,50,861,82)
branch-title: தாண்டவமூர்த்திக்குப்பம் கிளை xyxy=(852,197,1060,214)
organizer-entry: அமைப்பாளர் : ச.விஜயமேனன், மாரியம்மன் கோவில் தெரு, திருமங்கலம், கண்டமங்கலம், விழுப்புரம். xyxy=(61,1121,406,1154)
deputy-organizers-entry: துணை அமைப்பாளர்கள் : (1) த.அருள், அம்பேத்கர் நகர், கண்டமங்கலம், விழுப்புரம். (2) ராதனுஷ், அம்பேத்கார் நகர், கண்டமங்கலம், விழுப்புரம். (3) வீதமிழ்நாசன், அம்பேத்கார் நகர், கண்டமங்கலம், விழுப்புரம். xyxy=(1148,1404,1493,1474)
booth-row: பாகம் – 230 : தே.குமரேசன், 3/711, வாய்க்கால் மேட்டுத் தெரு, கண்டமங்கலம், விழுப்புரம். xyxy=(1148,1578,1484,1610)
branch-title: ரசபுத்திரபாளையம் கிளை xyxy=(148,283,319,300)
branch-title: வனத்தாம்பாளையம் கிளை xyxy=(142,134,325,151)
booth-row: பாகம் – 232 : ப.பாரணிதரன், 950, அம்பேத்கர் தெரு, கண்டமங்கலம், விழுப்புரம். xyxy=(1148,1649,1465,1681)
deputy-organizers-entry: துணை அமைப்பாளர்கள் : (1) ஆ.சுவிக்ராஸ், ரயில்வே தெரு, தாண்டவமூர்த்திகுப்பம், கண்டமங்கலம், விழுப்புரம். (2) மு.ஆனந்த், செங்கையம்மன் கோவில் தெரு, தாண்டவமூர்த்திக்குப்பம், கண்டமங்கலம், விழுப்புரம். xyxy=(783,264,1129,334)
organizer-entry: அமைப்பாளர் : ஏ.செந்தில்முருகன், மாரியம்மன் கோவில் தெரு, பெரிய பாபுசமுத்திரம், கண்டமங்கலம், விழுப்புரம். xyxy=(61,159,406,192)
booth-row: பாகம் – 219 : கு.சுந்சரர், 2/349, மந்தவெளித் தெரு, சின்னபாபுசமுத்திரம், கண்டமங்கலம், விழுப்புரம். xyxy=(1148,206,1453,256)
panchayat-banner: வழுதாவூர் ஊராட்சி xyxy=(522,438,673,460)
bottom-rule xyxy=(56,2340,1463,2342)
